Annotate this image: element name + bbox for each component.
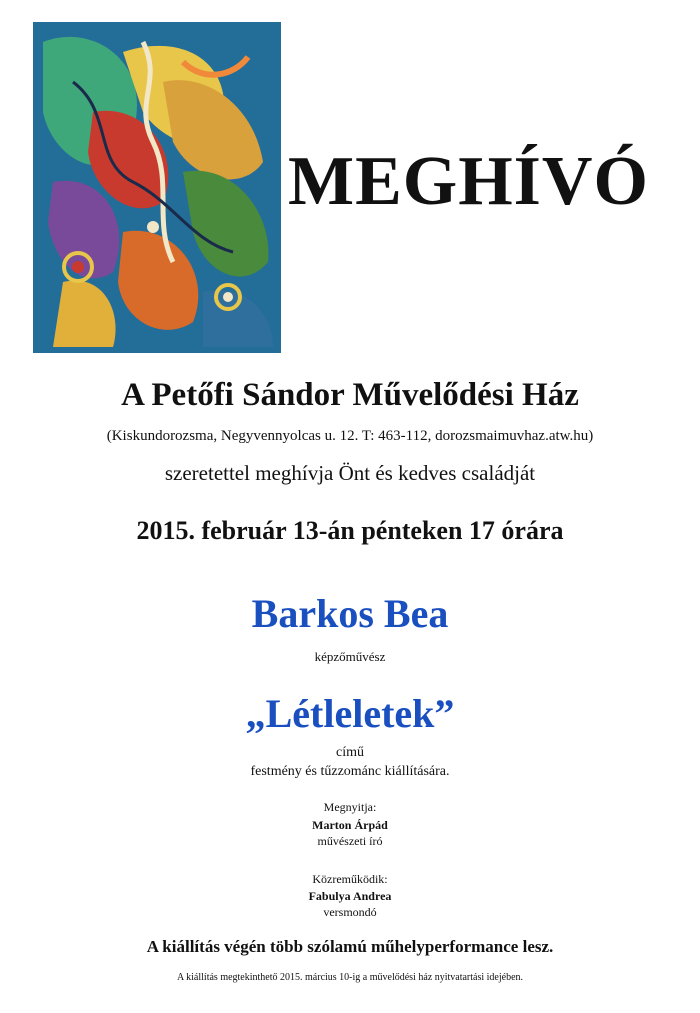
exhibition-description: festmény és tűzzománc kiállítására. xyxy=(250,764,450,779)
titled-label: című xyxy=(336,745,364,760)
artist-name: Barkos Bea xyxy=(251,591,449,636)
page-title: MEGHÍVÓ xyxy=(288,143,649,220)
cooperation-role: versmondó xyxy=(323,905,377,919)
invitation-text: szeretettel meghívja Önt és kedves családját xyxy=(164,461,536,485)
opening-label: Megnyitja: xyxy=(323,800,377,814)
artist-role: képzőművész xyxy=(314,649,386,664)
cooperation-name: Fabulya Andrea xyxy=(308,889,392,903)
exhibition-title: „Létleletek” xyxy=(245,691,455,736)
painting-image xyxy=(33,22,281,353)
cooperation-label: Közreműködik: xyxy=(312,872,388,886)
viewing-note: A kiállítás megtekinthető 2015. március 10-ig a művelődési ház nyitvatartási idejében. xyxy=(176,972,524,983)
event-date: 2015. február 13-án pénteken 17 órára xyxy=(136,516,564,545)
opening-name: Marton Árpád xyxy=(312,818,388,832)
organizer-address: (Kiskundorozsma, Negyvennyolcas u. 12. T: 463-112, dorozsmaimuvhaz.atw.hu) xyxy=(106,428,594,444)
performance-note: A kiállítás végén több szólamú műhelyperformance lesz. xyxy=(146,937,554,956)
opening-role: művészeti író xyxy=(317,834,383,848)
organizer-name: A Petőfi Sándor Művelődési Ház xyxy=(121,377,579,413)
